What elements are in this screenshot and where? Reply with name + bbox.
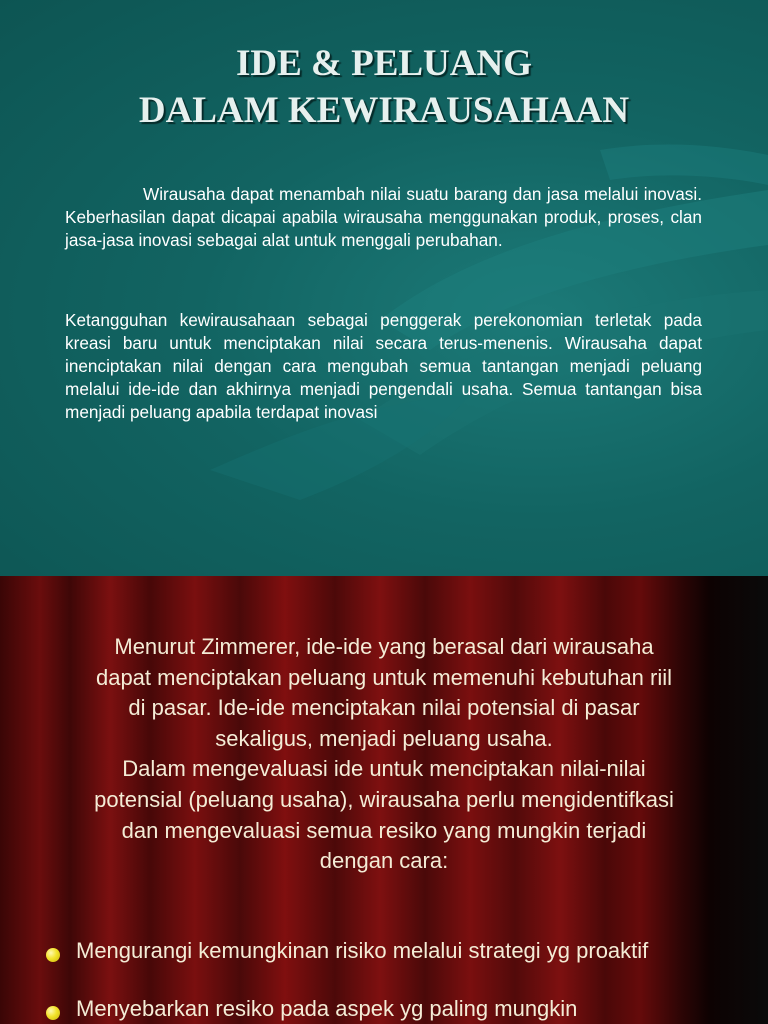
bullet-text: Mengurangi kemungkinan risiko melalui strategi yg proaktif [76,938,649,963]
slide-title-line-1: IDE & PELUANG [235,43,533,84]
text-line: dapat menciptakan peluang untuk memenuhi kebutuhan riil [95,664,673,690]
bullet-dot-icon [46,1006,60,1020]
slide-2 [0,576,768,1024]
text-line: Menurut Zimmerer, ide-ide yang berasal dari wirausaha [114,634,654,659]
text-line: sekaligus, menjadi peluang usaha. [215,725,553,751]
paragraph-2: Ketangguhan kewirausahaan sebagai penggerak perekonomian terletak pada kreasi baru untuk menciptakan nilai secara terus-menenis. Wirausaha dapat inenciptakan nilai dengan cara mengubah semua tantangan menjadi peluang melalui ide-ide dan akhirnya menjadi pengendali usaha. Semua tantangan bisa menjadi peluang apabila terdapat inovasi [65,310,702,422]
text-line: Dalam mengevaluasi ide untuk menciptakan nilai-nilai [122,756,646,782]
text-line: dan mengevaluasi semua resiko yang mungkin terjadi [121,817,647,843]
slide-title [0,40,768,134]
paragraph-1: Wirausaha dapat menambah nilai suatu barang dan jasa melalui inovasi. Keberhasilan dapat dicapai apabila wirausaha menggunakan produk, proses, clan jasa-jasa inovasi sebagai alat untuk menggali perubahan. [65,184,702,250]
slide-title-line-2: DALAM KEWIRAUSAHAAN [138,90,630,131]
text-line: potensial (peluang usaha), wirausaha perlu mengidentifkasi [94,786,674,812]
bullet-text: Menyebarkan resiko pada aspek yg paling mungkin [76,996,578,1021]
text-line: dengan cara: [319,848,449,874]
zimmerer-text [40,632,728,877]
text-line: di pasar. Ide-ide menciptakan nilai potensial di pasar [128,695,640,721]
bullet-dot-icon [46,948,60,962]
